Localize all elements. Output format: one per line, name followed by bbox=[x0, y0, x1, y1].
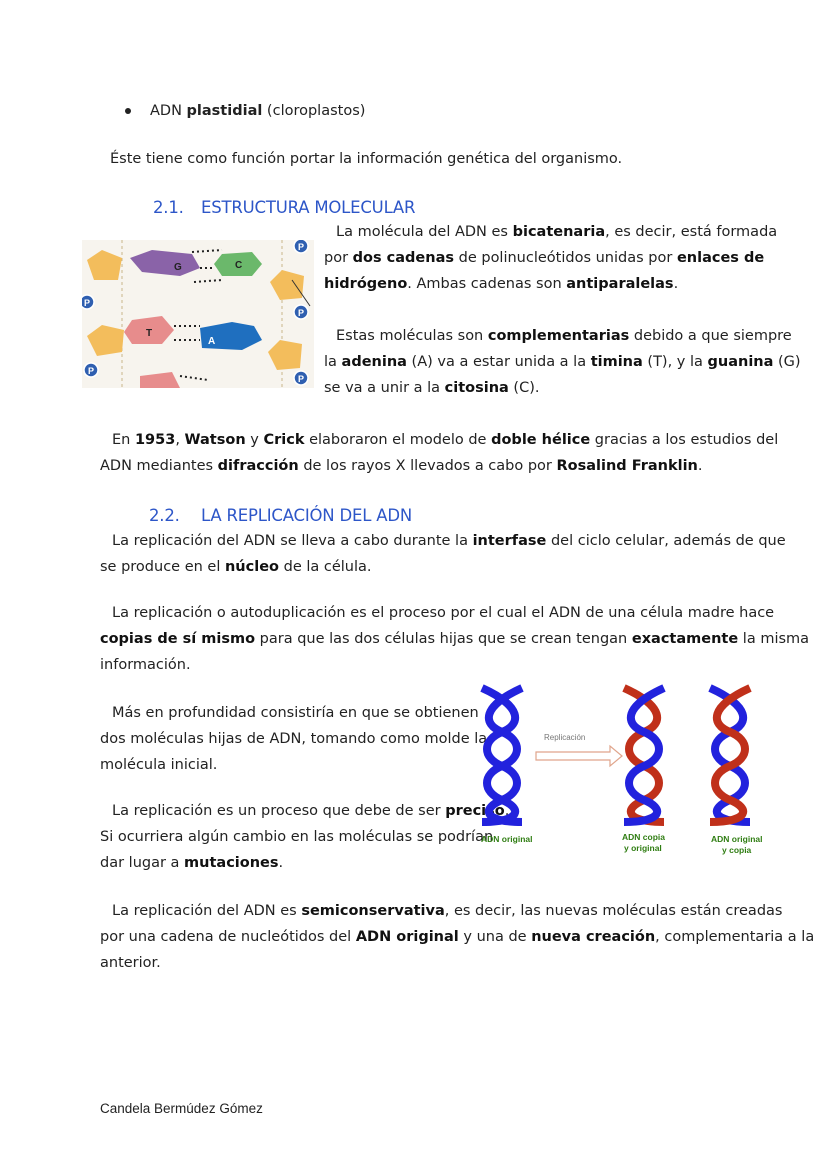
intro-paragraph: Éste tiene como función portar la información genética del organismo. bbox=[110, 151, 623, 167]
label-adn-original-2: ADN original bbox=[711, 834, 763, 844]
svg-text:P: P bbox=[84, 298, 91, 308]
paragraph-semiconservativa-line2: por una cadena de nucleótidos del ADN original y una de nueva creación, complementaria a la bbox=[100, 929, 815, 945]
paragraph-preciso-line2: Si ocurriera algún cambio en las moléculas se podrían bbox=[100, 829, 494, 845]
adenine-label: A bbox=[208, 336, 216, 347]
svg-text:P: P bbox=[298, 308, 305, 318]
paragraph-profundidad-line2: dos moléculas hijas de ADN, tomando como molde la bbox=[100, 731, 488, 747]
section-heading-2-2: 2.2. LA REPLICACIÓN DEL ADN bbox=[149, 506, 412, 525]
paragraph-bicatenaria-line3: hidrógeno. Ambas cadenas son antiparalelas. bbox=[324, 276, 679, 292]
label-y-copia: y copia bbox=[722, 845, 752, 855]
dna-structure-figure bbox=[82, 240, 314, 388]
footer-author: Candela Bermúdez Gómez bbox=[100, 1101, 263, 1116]
label-adn-original: ADN original bbox=[481, 834, 533, 844]
paragraph-preciso-line1: La replicación es un proceso que debe de ser preciso. bbox=[112, 803, 510, 819]
label-y-original: y original bbox=[624, 843, 662, 853]
paragraph-profundidad-line3: molécula inicial. bbox=[100, 757, 218, 773]
paragraph-interfase-line1: La replicación del ADN se lleva a cabo durante la interfase del ciclo celular, además de que bbox=[112, 533, 786, 549]
paragraph-interfase-line2: se produce en el núcleo de la célula. bbox=[100, 559, 372, 575]
bullet-item: ADN plastidial (cloroplastos) bbox=[125, 98, 365, 124]
replication-arrow-label: Replicación bbox=[544, 733, 586, 742]
thymine-label: T bbox=[146, 328, 153, 339]
paragraph-semiconservativa-line3: anterior. bbox=[100, 955, 161, 971]
paragraph-autoduplicacion-line1: La replicación o autoduplicación es el proceso por el cual el ADN de una célula madre hace bbox=[112, 605, 775, 621]
paragraph-autoduplicacion-line2: copias de sí mismo para que las dos células hijas que se crean tengan exactamente la misma bbox=[100, 631, 810, 647]
dna-replication-figure bbox=[472, 682, 772, 860]
paragraph-autoduplicacion-line3: información. bbox=[100, 657, 191, 673]
svg-text:P: P bbox=[88, 366, 95, 376]
svg-text:P: P bbox=[298, 374, 305, 384]
replication-arrow bbox=[536, 746, 622, 766]
paragraph-preciso-line3: dar lugar a mutaciones. bbox=[100, 855, 284, 871]
section-heading-2-1: 2.1. ESTRUCTURA MOLECULAR bbox=[153, 198, 416, 217]
cytosine-label: C bbox=[235, 260, 243, 271]
paragraph-complementarias-line3: se va a unir a la citosina (C). bbox=[324, 380, 540, 396]
paragraph-complementarias-line2: la adenina (A) va a estar unida a la timina (T), y la guanina (G) bbox=[324, 354, 801, 370]
paragraph-bicatenaria-line1: La molécula del ADN es bicatenaria, es decir, está formada bbox=[336, 224, 778, 240]
paragraph-1953-line1: En 1953, Watson y Crick elaboraron el modelo de doble hélice gracias a los estudios del bbox=[112, 432, 779, 448]
bullet-dot bbox=[125, 108, 131, 114]
paragraph-bicatenaria-line2: por dos cadenas de polinucleótidos unidas por enlaces de bbox=[324, 250, 765, 266]
svg-text:P: P bbox=[298, 242, 305, 252]
label-adn-copia: ADN copia bbox=[622, 832, 665, 842]
paragraph-complementarias-line1: Estas moléculas son complementarias debido a que siempre bbox=[336, 328, 792, 344]
guanine-label: G bbox=[174, 262, 182, 273]
paragraph-semiconservativa-line1: La replicación del ADN es semiconservativa, es decir, las nuevas moléculas están creadas bbox=[112, 903, 783, 919]
paragraph-profundidad-line1: Más en profundidad consistiría en que se obtienen bbox=[112, 705, 479, 721]
paragraph-1953-line2: ADN mediantes difracción de los rayos X llevados a cabo por Rosalind Franklin. bbox=[100, 458, 703, 474]
